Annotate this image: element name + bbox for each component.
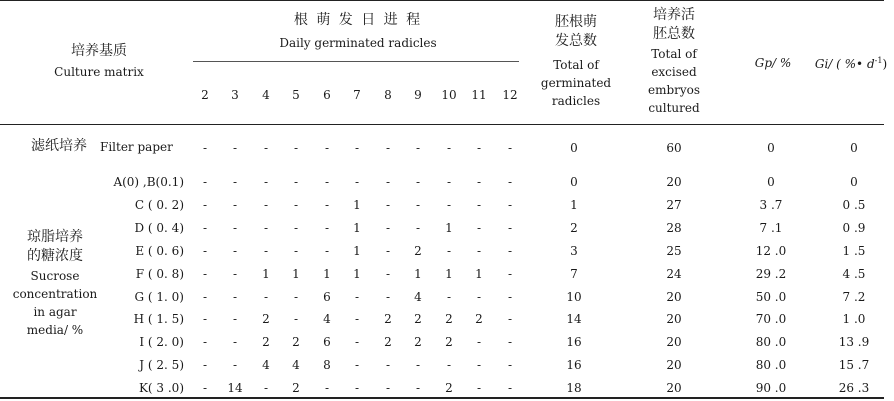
row-gp: 7 .1 [759, 220, 783, 235]
row-day-cell: - [263, 197, 269, 212]
row-day-cell: - [293, 175, 299, 189]
filter-day-cell: - [415, 141, 421, 155]
filter-day-cell: - [476, 141, 482, 155]
header-total-cult-en-3: embryos [647, 83, 701, 97]
row-day-cell: 4 [414, 289, 422, 304]
row-day-cell: - [476, 220, 482, 235]
row-day-cell: - [293, 312, 299, 327]
header-matrix-en: Culture matrix [54, 65, 144, 79]
filter-day-cell: - [354, 141, 360, 155]
row-gp: 3 .7 [759, 197, 783, 212]
row-total-germ: 10 [566, 289, 582, 304]
row-day-cell: 2 [384, 335, 392, 350]
day-header-5: 5 [292, 88, 300, 102]
row-day-cell: 1 [445, 266, 453, 281]
header-total-cult-zh-2: 胚总数 [653, 26, 695, 42]
row-total-cult: 20 [666, 312, 682, 327]
agar-group-zh-2: 的糖浓度 [27, 248, 83, 264]
row-label: G ( 1. 0) [134, 289, 184, 304]
filter-label-zh: 滤纸培养 [31, 138, 87, 154]
row-day-cell: - [232, 266, 238, 281]
row-day-cell: - [202, 312, 208, 327]
row-total-cult: 20 [666, 289, 682, 304]
row-day-cell: 1 [445, 220, 453, 235]
row-day-cell: - [415, 220, 421, 235]
row-day-cell: - [263, 289, 269, 304]
row-day-cell: 4 [292, 358, 300, 373]
row-day-cell: 4 [262, 358, 270, 373]
row-total-cult: 20 [666, 381, 682, 396]
row-total-cult: 28 [666, 220, 682, 235]
row-gp: 80 .0 [755, 358, 787, 373]
day-header-10: 10 [441, 88, 457, 102]
row-day-cell: - [202, 197, 208, 212]
row-day-cell: - [476, 197, 482, 212]
row-day-cell: - [385, 175, 391, 189]
row-day-cell: 2 [414, 243, 422, 258]
row-total-germ: 16 [566, 358, 582, 373]
row-gi: 0 [850, 175, 858, 189]
header-gp: Gp/ % [754, 56, 792, 70]
row-gi: 15 .7 [838, 358, 870, 373]
row-day-cell: - [354, 289, 360, 304]
row-day-cell: - [507, 175, 513, 189]
row-total-germ: 16 [566, 335, 582, 350]
row-day-cell: - [507, 381, 513, 396]
filter-day-cell: - [232, 141, 238, 155]
day-header-3: 3 [231, 88, 239, 102]
header-bottom-rule [0, 124, 884, 125]
row-day-cell: 1 [262, 266, 270, 281]
row-day-cell: - [232, 358, 238, 373]
header-total-cult-zh-1: 培养活 [653, 7, 695, 23]
row-day-cell: - [446, 197, 452, 212]
header-gi [815, 57, 887, 70]
row-day-cell: - [293, 220, 299, 235]
row-day-cell: - [507, 358, 513, 373]
row-day-cell: 2 [414, 312, 422, 327]
row-day-cell: - [415, 175, 421, 189]
row-day-cell: - [324, 197, 330, 212]
row-day-cell: - [232, 175, 238, 189]
row-day-cell: 8 [323, 358, 331, 373]
header-total-germ-zh-2: 发总数 [555, 33, 597, 49]
filter-day-cell: - [202, 141, 208, 155]
row-total-germ: 7 [570, 266, 578, 281]
row-total-cult: 20 [666, 175, 682, 189]
row-label: K( 3 .0) [138, 381, 184, 396]
filter-day-cell: - [324, 141, 330, 155]
row-day-cell: - [202, 335, 208, 350]
table-top-rule [0, 0, 884, 1]
row-gi: 0 .9 [842, 220, 866, 235]
filter-gi: 0 [850, 141, 858, 155]
row-day-cell: 2 [292, 335, 300, 350]
agar-group-en-1: Sucrose [30, 269, 80, 283]
row-day-cell: - [385, 220, 391, 235]
row-day-cell: 1 [353, 220, 361, 235]
row-day-cell: - [263, 220, 269, 235]
row-total-cult: 25 [666, 243, 682, 258]
table-bottom-rule [0, 397, 884, 399]
header-gi-main: Gi/ ( %• d [814, 57, 875, 71]
row-day-cell: - [202, 220, 208, 235]
row-label: E ( 0. 6) [135, 243, 184, 258]
filter-day-cell: - [385, 141, 391, 155]
filter-day-cell: - [507, 141, 513, 155]
row-gi: 1 .5 [842, 243, 866, 258]
row-day-cell: - [385, 243, 391, 258]
row-day-cell: - [476, 358, 482, 373]
row-label: D ( 0. 4) [134, 220, 184, 235]
row-day-cell: - [263, 381, 269, 396]
row-day-cell: 2 [384, 312, 392, 327]
row-day-cell: - [446, 289, 452, 304]
row-day-cell: - [202, 358, 208, 373]
header-total-cult-en-2: excised [651, 65, 697, 79]
header-total-germ-en-1: Total of [553, 58, 599, 72]
row-day-cell: - [476, 175, 482, 189]
header-gi-sup: -1 [874, 56, 883, 65]
row-day-cell: - [202, 266, 208, 281]
row-day-cell: 1 [475, 266, 483, 281]
agar-group-en-2: concentration [12, 287, 98, 301]
row-label: H ( 1. 5) [133, 312, 184, 327]
header-total-germ-en-3: radicles [551, 94, 601, 108]
row-day-cell: - [507, 220, 513, 235]
row-total-germ: 3 [570, 243, 578, 258]
row-gi: 13 .9 [838, 335, 870, 350]
day-header-12: 12 [502, 88, 518, 102]
row-gi: 0 .5 [842, 197, 866, 212]
row-day-cell: 4 [323, 312, 331, 327]
row-label: C ( 0. 2) [134, 197, 184, 212]
row-day-cell: - [476, 381, 482, 396]
row-day-cell: - [385, 289, 391, 304]
row-label: F ( 0. 8) [135, 266, 184, 281]
header-total-cult-en-1: Total of [651, 47, 697, 61]
row-day-cell: - [507, 266, 513, 281]
row-gp: 12 .0 [755, 243, 787, 258]
row-day-cell: 2 [445, 312, 453, 327]
daily-header-span-rule [193, 61, 519, 62]
row-day-cell: 1 [292, 266, 300, 281]
row-day-cell: - [507, 312, 513, 327]
row-total-cult: 27 [666, 197, 682, 212]
row-day-cell: - [232, 243, 238, 258]
filter-label-en: Filter paper [100, 140, 173, 154]
row-day-cell: - [202, 289, 208, 304]
agar-group-zh-1: 琼脂培养 [27, 229, 83, 245]
day-header-6: 6 [323, 88, 331, 102]
filter-total-germ: 0 [570, 141, 578, 155]
row-gp: 29 .2 [755, 266, 787, 281]
row-total-cult: 20 [666, 358, 682, 373]
row-total-germ: 1 [570, 197, 578, 212]
day-header-7: 7 [353, 88, 361, 102]
row-day-cell: - [385, 266, 391, 281]
row-day-cell: - [324, 381, 330, 396]
row-day-cell: - [232, 312, 238, 327]
row-day-cell: - [507, 289, 513, 304]
row-day-cell: 2 [262, 312, 270, 327]
header-total-cult-en-4: cultured [648, 101, 700, 115]
row-day-cell: - [446, 243, 452, 258]
header-matrix-zh: 培养基质 [71, 43, 127, 59]
row-day-cell: 2 [445, 381, 453, 396]
row-day-cell: 6 [323, 335, 331, 350]
row-day-cell: - [415, 381, 421, 396]
row-day-cell: - [354, 335, 360, 350]
row-total-germ: 14 [566, 312, 582, 327]
row-day-cell: - [293, 243, 299, 258]
header-gi-close: ) [882, 57, 888, 71]
row-day-cell: - [507, 197, 513, 212]
row-day-cell: - [232, 335, 238, 350]
row-gp: 70 .0 [755, 312, 787, 327]
row-day-cell: - [293, 289, 299, 304]
row-day-cell: - [354, 358, 360, 373]
row-total-germ: 2 [570, 220, 578, 235]
row-gi: 26 .3 [838, 381, 870, 396]
row-day-cell: 1 [353, 243, 361, 258]
row-day-cell: - [324, 243, 330, 258]
row-label: A(0) ,B(0.1) [113, 175, 184, 189]
row-total-cult: 20 [666, 335, 682, 350]
header-total-germ-en-2: germinated [540, 76, 612, 90]
row-day-cell: - [324, 220, 330, 235]
row-day-cell: - [202, 381, 208, 396]
row-gp: 0 [767, 175, 775, 189]
row-day-cell: - [232, 220, 238, 235]
row-day-cell: 1 [353, 197, 361, 212]
row-day-cell: - [507, 243, 513, 258]
row-total-germ: 18 [566, 381, 582, 396]
row-day-cell: - [415, 358, 421, 373]
row-day-cell: - [354, 381, 360, 396]
row-gp: 80 .0 [755, 335, 787, 350]
row-day-cell: 1 [323, 266, 331, 281]
row-total-germ: 0 [570, 175, 578, 189]
filter-day-cell: - [263, 141, 269, 155]
row-day-cell: - [232, 289, 238, 304]
row-day-cell: 1 [353, 266, 361, 281]
row-day-cell: 6 [323, 289, 331, 304]
row-day-cell: - [476, 243, 482, 258]
row-gi: 1 .0 [842, 312, 866, 327]
row-day-cell: - [202, 175, 208, 189]
row-gp: 90 .0 [755, 381, 787, 396]
row-gp: 50 .0 [755, 289, 787, 304]
row-day-cell: - [202, 243, 208, 258]
agar-group-en-4: media/ % [26, 323, 84, 337]
row-label: J ( 2. 5) [139, 358, 184, 373]
row-day-cell: - [293, 197, 299, 212]
day-header-9: 9 [414, 88, 422, 102]
agar-group-en-3: in agar [33, 305, 77, 319]
row-label: I ( 2. 0) [139, 335, 184, 350]
row-day-cell: 2 [445, 335, 453, 350]
row-day-cell: - [446, 175, 452, 189]
day-header-11: 11 [471, 88, 487, 102]
row-day-cell: - [385, 197, 391, 212]
row-day-cell: - [385, 381, 391, 396]
row-day-cell: 14 [227, 381, 243, 396]
filter-day-cell: - [446, 141, 452, 155]
row-gi: 4 .5 [842, 266, 866, 281]
row-day-cell: 2 [475, 312, 483, 327]
row-day-cell: - [263, 175, 269, 189]
row-day-cell: - [232, 197, 238, 212]
row-day-cell: 2 [262, 335, 270, 350]
row-gi: 7 .2 [842, 289, 866, 304]
row-day-cell: - [446, 358, 452, 373]
header-daily-zh: 根 萌 发 日 进 程 [293, 12, 423, 28]
row-day-cell: - [385, 358, 391, 373]
filter-total-cult: 60 [666, 141, 682, 155]
row-day-cell: - [263, 243, 269, 258]
row-day-cell: - [354, 312, 360, 327]
day-header-4: 4 [262, 88, 270, 102]
row-day-cell: 1 [414, 266, 422, 281]
row-day-cell: - [415, 197, 421, 212]
row-day-cell: - [476, 335, 482, 350]
row-day-cell: - [354, 175, 360, 189]
row-day-cell: - [324, 175, 330, 189]
row-day-cell: - [507, 335, 513, 350]
filter-day-cell: - [293, 141, 299, 155]
day-header-2: 2 [201, 88, 209, 102]
row-day-cell: - [476, 289, 482, 304]
day-header-8: 8 [384, 88, 392, 102]
row-day-cell: 2 [414, 335, 422, 350]
header-total-germ-zh-1: 胚根萌 [555, 14, 597, 30]
header-daily-en: Daily germinated radicles [279, 36, 437, 50]
row-day-cell: 2 [292, 381, 300, 396]
row-total-cult: 24 [666, 266, 682, 281]
filter-gp: 0 [767, 141, 775, 155]
